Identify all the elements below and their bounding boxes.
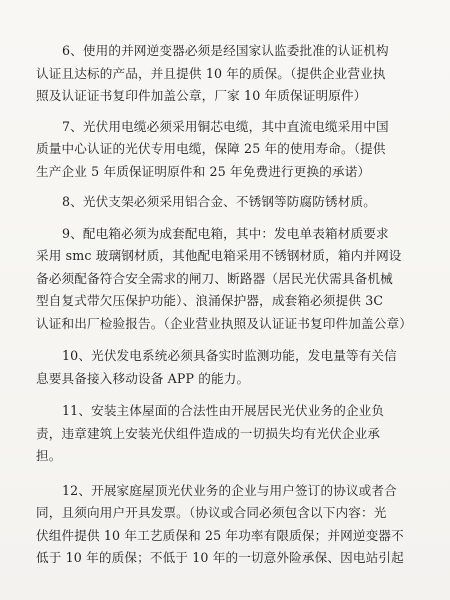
paragraph-item-12 xyxy=(36,480,418,570)
text-line: 认证和出厂检验报告。（企业营业执照及认证证书复印件加盖公章） xyxy=(36,315,413,331)
text-line: 伏组件提供 10 年工艺质保和 25 年功率有限质保；并网逆变器不 xyxy=(36,527,404,543)
text-line: 型自复式带欠压保护功能）、浪涌保护器，成套箱必须提供 3C xyxy=(36,293,384,308)
paragraph-item-7 xyxy=(36,116,418,184)
text-line: 低于 10 年的质保；不低于 10 年的一切意外险承保、因电站引起 xyxy=(36,550,404,565)
paragraph-item-6 xyxy=(36,40,418,108)
text-line: 采用 smc 玻璃钢材质，其他配电箱采用不锈钢材质，箱内并网设 xyxy=(36,248,402,263)
text-line: 责，违章建筑上安装光伏组件造成的一切损失均有光伏企业承 xyxy=(36,425,381,441)
text-line: 照及认证证书复印件加盖公章，厂家 10 年质保证明原件） xyxy=(36,88,367,103)
paragraph-item-11 xyxy=(36,400,418,468)
paragraph-item-8 xyxy=(36,191,418,214)
text-line: 息要具备接入移动设备 APP 的能力。 xyxy=(36,370,250,386)
text-line: 担。 xyxy=(36,448,62,463)
text-line: 备必须配备符合安全需求的闸刀、断路器（居民光伏需具备机械 xyxy=(36,270,393,286)
text-line: 认证且达标的产品，并且提供 10 年的质保。（提供企业营业执 xyxy=(36,65,386,81)
text-line: 6、使用的并网逆变器必须是经国家认监委批准的认证机构 xyxy=(62,43,389,58)
text-line: 11、安装主体屋面的合法性由开展居民光伏业务的企业负 xyxy=(62,403,385,418)
document-body xyxy=(36,40,418,570)
text-line: 8、光伏支架必须采用铝合金、不锈钢等防腐防锈材质。 xyxy=(62,194,377,209)
text-line: 7、光伏用电缆必须采用铜芯电缆，其中直流电缆采用中国 xyxy=(62,118,389,134)
text-line: 10、光伏发电系统必须具备实时监测功能，发电量等有关信 xyxy=(62,348,397,363)
text-line: 9、配电箱必须为成套配电箱，其中：发电单表箱材质要求 xyxy=(62,225,389,241)
text-line: 12、开展家庭屋顶光伏业务的企业与用户签订的协议或者合 xyxy=(62,482,397,498)
paragraph-item-9 xyxy=(36,223,418,336)
paragraph-item-10 xyxy=(36,345,418,390)
text-line: 质量中心认证的光伏专用电缆，保障 25 年的使用寿命。（提供 xyxy=(36,141,386,156)
text-line: 生产企业 5 年质保证明原件和 25 年免费进行更换的承诺） xyxy=(36,163,371,179)
text-line: 同，且须向用户开具发票。（协议或合同必须包含以下内容：光 xyxy=(36,505,387,520)
